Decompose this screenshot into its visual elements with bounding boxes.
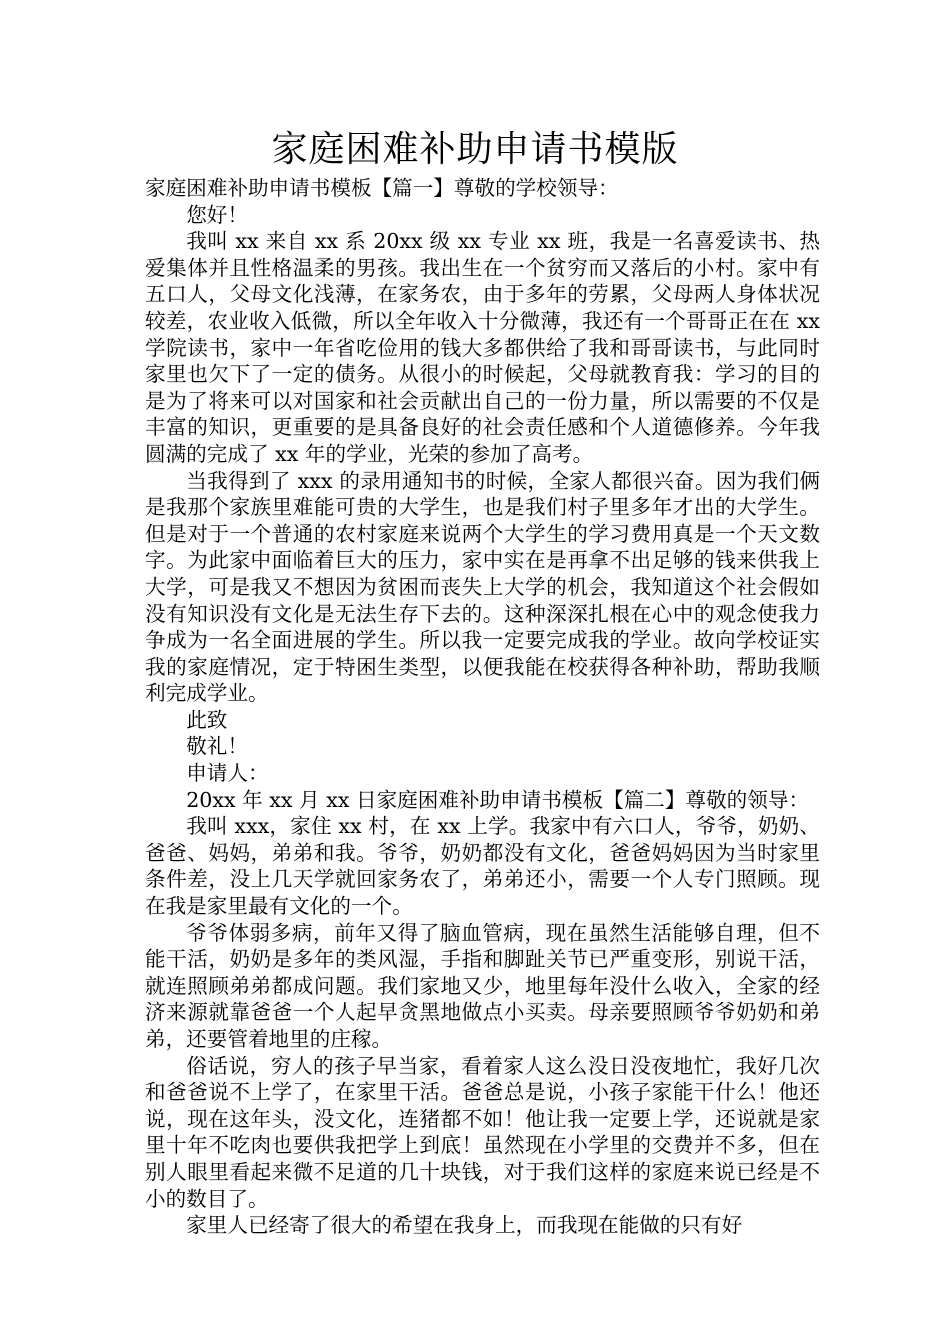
paragraph: 我叫 xxx，家住 xx 村，在 xx 上学。我家中有六口人，爷爷，奶奶、爸爸、妈妈，弟弟和我。爷爷，奶奶都没有文化，爸爸妈妈因为当时家里条件差，没上几天学就回家务农了，弟弟还小，需要一个人专门照顾。现在我是家里最有文化的一个。 bbox=[145, 814, 820, 919]
paragraph: 当我得到了 xxx 的录用通知书的时候，全家人都很兴奋。因为我们俩是我那个家族里难能可贵的大学生，也是我们村子里多年才出的大学生。但是对于一个普通的农村家庭来说两个大学生的学习费用真是一个天文数字。为此家中面临着巨大的压力，家中实在是再拿不出足够的钱来供我上大学，可是我又不想因为贫困而丧失上大学的机会，我知道这个社会假如没有知识没有文化是无法生存下去的。这种深深扎根在心中的观念使我力争成为一名全面进展的学生。所以我一定要完成我的学业。故向学校证实我的家庭情况，定于特困生类型，以便我能在校获得各种补助，帮助我顺利完成学业。 bbox=[145, 468, 820, 706]
document-body bbox=[145, 175, 820, 1239]
paragraph: 家庭困难补助申请书模板【篇一】尊敬的学校领导： bbox=[145, 176, 619, 200]
paragraph: 20xx 年 xx 月 xx 日家庭困难补助申请书模板【篇二】尊敬的领导： bbox=[186, 787, 810, 812]
paragraph: 俗话说，穷人的孩子早当家，看着家人这么没日没夜地忙，我好几次和爸爸说不上学了，在家里干活。爸爸总是说，小孩子家能干什么！他还说，现在这年头，没文化，连猪都不如！他让我一定要上学，还说就是家里十年不吃肉也要供我把学上到底！虽然现在小学里的交费并不多，但在别人眼里看起来微不足道的几十块钱，对于我们这样的家庭来说已经是不小的数目了。 bbox=[145, 1053, 820, 1211]
document-title: 家庭困难补助申请书模版 bbox=[271, 129, 679, 170]
paragraph: 此致 bbox=[186, 707, 228, 732]
paragraph: 申请人： bbox=[186, 761, 269, 786]
paragraph: 敬礼！ bbox=[186, 734, 248, 759]
paragraph: 我叫 xx 来自 xx 系 20xx 级 xx 专业 xx 班，我是一名喜爱读书、热爱集体并且性格温柔的男孩。我出生在一个贫穷而又落后的小村。家中有五口人，父母文化浅薄，在家务农，由于多年的劳累，父母两人身体状况较差，农业收入低微，所以全年收入十分微薄，我还有一个哥哥正在在 xx 学院读书，家中一年省吃俭用的钱大多都供给了我和哥哥读书，与此同时家里也欠下了一定的债务。从很小的时候起，父母就教育我：学习的目的是为了将来可以对国家和社会贡献出自己的一份力量，所以需要的不仅是丰富的知识，更重要的是具备良好的社会责任感和个人道德修养。今年我圆满的完成了 xx 年的学业，光荣的参加了高考。 bbox=[145, 229, 820, 466]
paragraph: 您好！ bbox=[186, 202, 248, 227]
paragraph: 家里人已经寄了很大的希望在我身上，而我现在能做的只有好 bbox=[186, 1213, 743, 1238]
paragraph: 爷爷体弱多病，前年又得了脑血管病，现在虽然生活能够自理，但不能干活，奶奶是多年的类风湿，手指和脚趾关节已严重变形，别说干活，就连照顾弟弟都成问题。我们家地又少，地里每年没什么收入，全家的经济来源就靠爸爸一个人起早贪黑地做点小买卖。母亲要照顾爷爷奶奶和弟弟，还要管着地里的庄稼。 bbox=[145, 920, 820, 1051]
